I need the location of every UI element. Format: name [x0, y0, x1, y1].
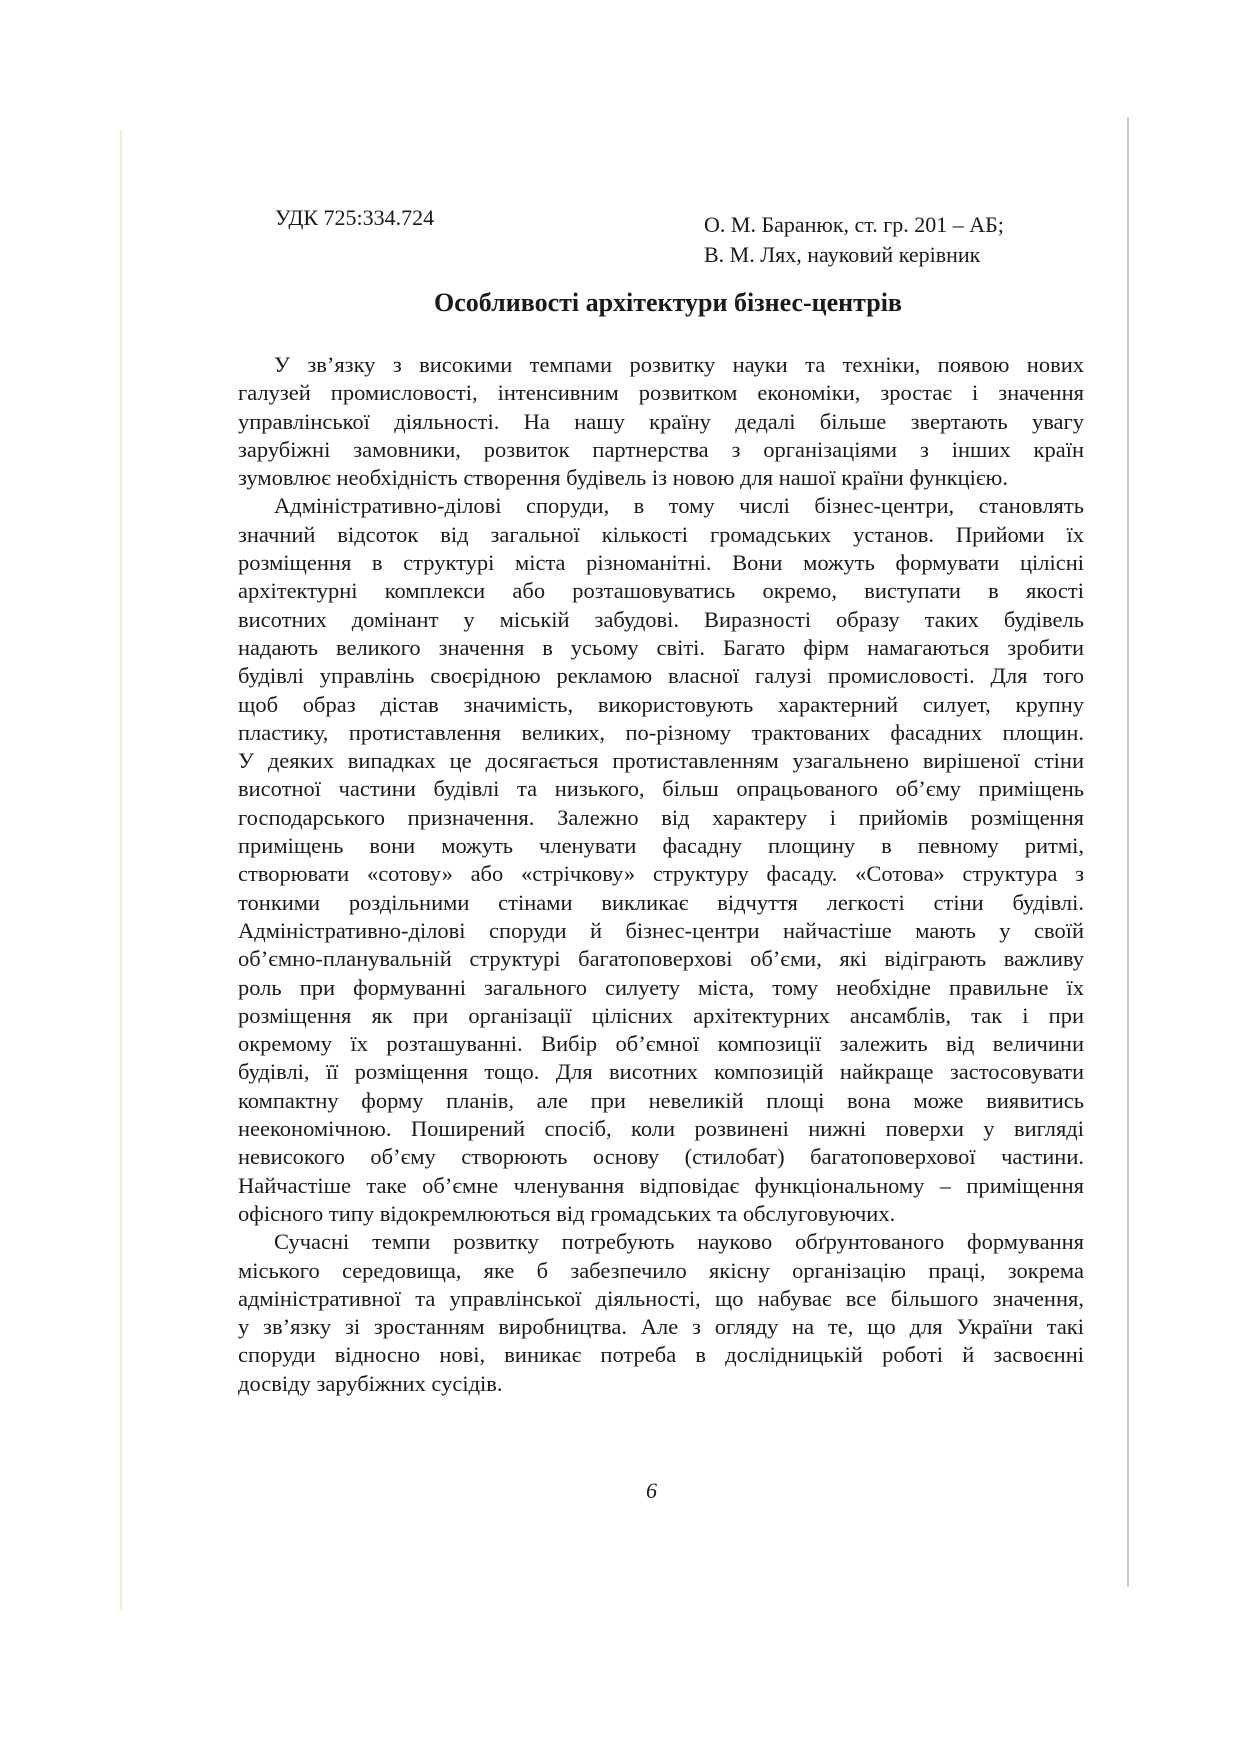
text-line: зумовлює необхідність створення будівель із новою для нашої країни функцією.	[238, 465, 1008, 491]
scan-edge-left	[120, 130, 122, 1610]
text-line: розміщення як при організації цілісних архітектурних ансамблів, так і при	[238, 1002, 1084, 1028]
supervisor-line: В. М. Лях, науковий керівник	[704, 242, 981, 267]
paragraph	[238, 1228, 1084, 1398]
text-line: надають великого значення в усьому світі. Багато фірм намагаються зробити	[238, 634, 1084, 660]
article-title: Особливості архітектури бізнес-центрів	[434, 288, 902, 317]
text-line: господарського призначення. Залежно від характеру і прийомів розміщення	[238, 804, 1084, 830]
text-line: споруди відносно нові, виникає потреба в дослідницькій роботі й засвоєнні	[238, 1342, 1084, 1368]
text-line: компактну форму планів, але при невеликій площі вона може виявитись	[238, 1087, 1084, 1113]
text-line: управлінської діяльності. На нашу країну дедалі більше звертають увагу	[238, 408, 1084, 434]
text-line: міського середовища, яке б забезпечило якісну організацію праці, зокрема	[238, 1257, 1084, 1283]
authors-block	[704, 210, 1004, 270]
text-line: роль при формуванні загального силуету міста, тому необхідне правильне їх	[238, 974, 1084, 1000]
scan-edge-right	[1127, 117, 1129, 1587]
text-line: галузей промисловості, інтенсивним розвитком економіки, зростає і значення	[238, 380, 1084, 406]
text-line: адміністративної та управлінської діяльності, що набуває все більшого значення,	[238, 1285, 1084, 1311]
text-line: Адміністративно-ділові споруди, в тому числі бізнес-центри, становлять	[274, 493, 1084, 519]
text-line: У деяких випадках це досягається протиставленням узагальнено вирішеної стіни	[238, 748, 1084, 774]
text-line: окремому їх розташуванні. Вибір об’ємної композиції залежить від величини	[238, 1031, 1084, 1057]
text-line: значний відсоток від загальної кількості громадських установ. Прийоми їх	[238, 521, 1084, 547]
text-line: створювати «сотову» або «стрічкову» структуру фасаду. «Сотова» структура з	[238, 861, 1084, 887]
text-line: архітектурні комплекси або розташовуватись окремо, виступати в якості	[238, 578, 1084, 604]
text-line: висотних домінант у міській забудові. Виразності образу таких будівель	[238, 606, 1084, 632]
text-line: будівлі управлінь своєрідною рекламою власної галузі промисловості. Для того	[238, 663, 1084, 689]
text-line: Сучасні темпи розвитку потребують науково обґрунтованого формування	[274, 1229, 1084, 1255]
page-number: 6	[646, 1478, 657, 1503]
text-line: висотної частини будівлі та низького, більш опрацьованого об’єму приміщень	[238, 776, 1084, 802]
text-line: об’ємно-планувальній структурі багатоповерхові об’єми, які відіграють важливу	[238, 946, 1084, 972]
udk-code: УДК 725:334.724	[275, 205, 435, 230]
text-line: невисокого об’єму створюють основу (стилобат) багатоповерхової частини.	[238, 1144, 1084, 1170]
text-line: у зв’язку зі зростанням виробництва. Але з огляду на те, що для України такі	[238, 1314, 1084, 1340]
text-line: Найчастіше таке об’ємне членування відповідає функціональному – приміщення	[238, 1172, 1084, 1198]
text-line: У зв’язку з високими темпами розвитку науки та техніки, появою нових	[274, 352, 1084, 377]
author-line: О. М. Баранюк, ст. гр. 201 – АБ;	[704, 212, 1004, 237]
text-line: тонкими роздільними стінами викликає відчуття легкості стіни будівлі.	[238, 889, 1084, 915]
text-line: розміщення в структурі міста різноманітні. Вони можуть формувати цілісні	[238, 550, 1084, 576]
text-line: зарубіжні замовники, розвиток партнерства з організаціями з інших країн	[238, 436, 1084, 462]
text-line: будівлі, її розміщення тощо. Для висотних композицій найкраще застосовувати	[238, 1059, 1084, 1085]
text-line: пластику, протиставлення великих, по-різному трактованих фасадних площин.	[238, 719, 1084, 745]
paragraph	[238, 492, 1084, 1228]
text-line: досвіду зарубіжних сусідів.	[238, 1370, 503, 1396]
paragraph	[238, 351, 1084, 492]
text-line: офісного типу відокремлюються від громадських та обслуговуючих.	[238, 1200, 896, 1226]
text-line: щоб образ дістав значимість, використовують характерний силует, крупну	[238, 691, 1084, 717]
text-line: неекономічною. Поширений спосіб, коли розвинені нижні поверхи у вигляді	[238, 1116, 1084, 1142]
article-body	[238, 351, 1084, 1398]
text-line: приміщень вони можуть членувати фасадну площину в певному ритмі,	[238, 833, 1084, 859]
text-line: Адміністративно-ділові споруди й бізнес-центри найчастіше мають у своїй	[238, 917, 1084, 943]
